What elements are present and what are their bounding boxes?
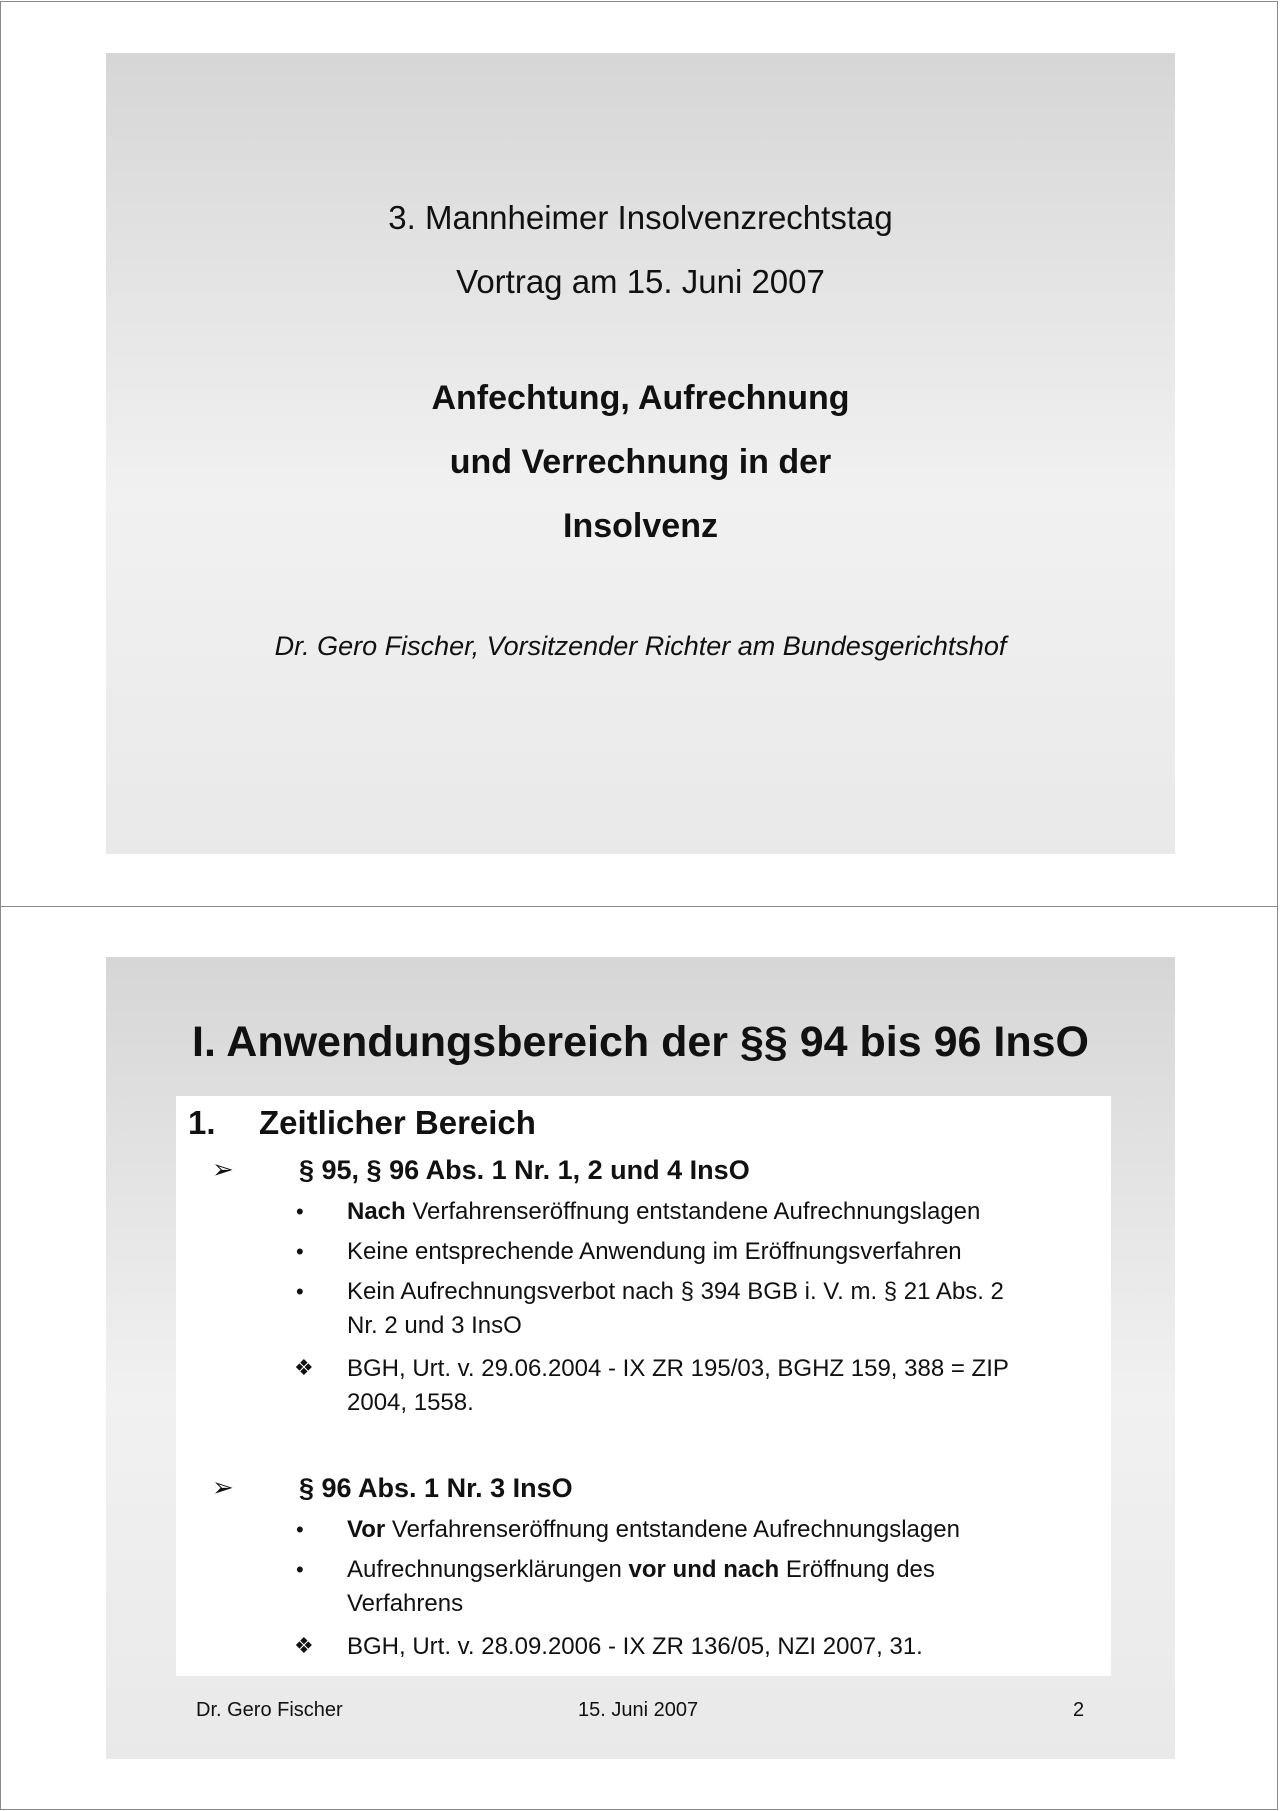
group1-item-3-line-2: Nr. 2 und 3 InsO	[347, 1312, 522, 1339]
event-name: 3. Mannheimer Insolvenzrechtstag	[388, 199, 893, 236]
title-line-1: Anfechtung, Aufrechnung	[431, 379, 850, 417]
group1-item-2: Keine entsprechende Anwendung im Eröffnungsverfahren	[347, 1238, 962, 1265]
lecture-date: Vortrag am 15. Juni 2007	[456, 263, 825, 300]
group2-item-2-text-b: Eröffnung des	[779, 1556, 935, 1583]
bullet-dot-icon: •	[296, 1557, 304, 1582]
section-title: Zeitlicher Bereich	[259, 1104, 536, 1141]
group1-item-1-text: Verfahrenseröffnung entstandene Aufrechnungslagen	[405, 1198, 981, 1225]
title-slide	[106, 53, 1175, 854]
group2-reference: BGH, Urt. v. 28.09.2006 - IX ZR 136/05, NZI 2007, 31.	[347, 1633, 923, 1660]
content-box	[176, 1096, 1111, 1676]
four-diamond-bullet-icon: ❖	[294, 1633, 314, 1658]
section-number: 1.	[188, 1104, 216, 1141]
content-slide	[106, 957, 1175, 1759]
footer-date: 15. Juni 2007	[578, 1699, 699, 1721]
footer-author: Dr. Gero Fischer	[196, 1699, 343, 1721]
bullet-dot-icon: •	[296, 1239, 304, 1264]
group1-item-3-line-1: Kein Aufrechnungsverbot nach § 394 BGB i. V. m. § 21 Abs. 2	[347, 1278, 1004, 1305]
group2-item-2-line-1	[347, 1553, 935, 1587]
title-line-3: Insolvenz	[563, 507, 718, 545]
author-line: Dr. Gero Fischer, Vorsitzender Richter am Bundesgerichtshof	[274, 631, 1007, 661]
slide-heading: I. Anwendungsbereich der §§ 94 bis 96 InsO	[192, 1018, 1089, 1066]
four-diamond-bullet-icon: ❖	[294, 1355, 314, 1380]
bullet-dot-icon: •	[296, 1279, 304, 1304]
group1-item-1-bold: Nach	[347, 1198, 406, 1225]
arrowhead-bullet-icon: ➢	[212, 1472, 234, 1502]
group2-item-1-text: Verfahrenseröffnung entstandene Aufrechnungslagen	[385, 1516, 960, 1543]
group2-item-1	[347, 1513, 960, 1547]
bullet-dot-icon: •	[296, 1199, 304, 1224]
arrowhead-bullet-icon: ➢	[212, 1154, 234, 1184]
group2-heading: § 96 Abs. 1 Nr. 3 InsO	[299, 1473, 573, 1503]
group2-item-2-bold: vor und nach	[628, 1556, 780, 1583]
title-line-2: und Verrechnung in der	[449, 443, 832, 481]
group2-item-2-text-a: Aufrechnungserklärungen	[347, 1556, 629, 1583]
group2-item-1-bold: Vor	[347, 1516, 386, 1543]
page-number: 2	[1073, 1699, 1085, 1721]
bullet-dot-icon: •	[296, 1517, 304, 1542]
group1-heading: § 95, § 96 Abs. 1 Nr. 1, 2 und 4 InsO	[299, 1155, 750, 1185]
group1-reference-line-1: BGH, Urt. v. 29.06.2004 - IX ZR 195/03, BGHZ 159, 388 = ZIP	[347, 1355, 1009, 1382]
group1-item-1	[347, 1195, 980, 1229]
group1-reference-line-2: 2004, 1558.	[347, 1389, 474, 1416]
group2-item-2-line-2: Verfahrens	[347, 1590, 464, 1617]
